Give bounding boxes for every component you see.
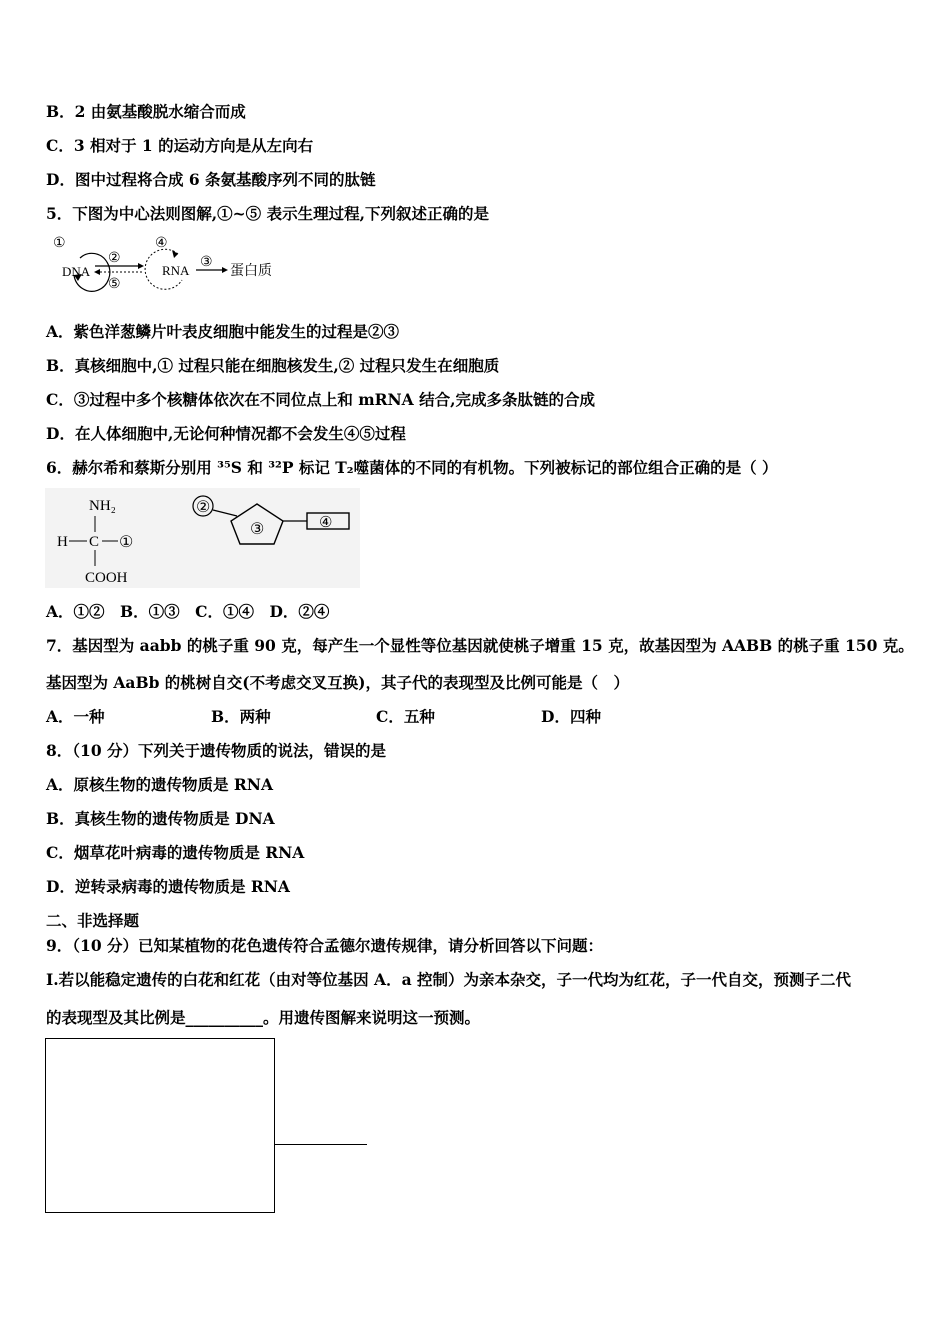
q7-option-c: C．五种 — [376, 707, 435, 726]
q9-stem: 9．（10 分）已知某植物的花色遗传符合孟德尔遗传规律，请分析回答以下问题： — [46, 936, 604, 955]
q7-stem-2: 基因型为 AaBb 的桃树自交(不考虑交叉互换)，其子代的表现型及比例可能是（ ） — [46, 673, 629, 692]
q8-option-a: A．原核生物的遗传物质是 RNA — [46, 775, 273, 794]
q9-part1-line1: I.若以能稳定遗传的白花和红花（由对等位基因 A．a 控制）为亲本杂交，子一代均为红花，子一代自交，预测子二代 — [46, 970, 852, 989]
dna-label: DNA — [62, 264, 91, 279]
q8-option-d: D．逆转录病毒的遗传物质是 RNA — [46, 877, 290, 896]
molecule-diagram — [45, 488, 360, 588]
h-atom: H — [57, 534, 68, 550]
q7-option-d: D．四种 — [541, 707, 601, 726]
label-3: ③ — [250, 521, 265, 538]
rna-label: RNA — [162, 263, 190, 278]
q5-option-b: B．真核细胞中,① 过程只能在细胞核发生,② 过程只发生在细胞质 — [46, 356, 500, 375]
answer-line — [274, 1144, 367, 1145]
process-4-label: ④ — [155, 236, 168, 251]
label-4: ④ — [319, 515, 333, 531]
q8-option-b: B．真核生物的遗传物质是 DNA — [46, 809, 275, 828]
q8-option-c: C．烟草花叶病毒的遗传物质是 RNA — [46, 843, 305, 862]
q5-option-d: D．在人体细胞中,无论何种情况都不会发生④⑤过程 — [46, 424, 406, 443]
q4-option-c: C．3 相对于 1 的运动方向是从左向右 — [46, 136, 314, 155]
q6-options: A．①② B．①③ C．①④ D．②④ — [46, 602, 330, 621]
label-2: ② — [196, 499, 211, 516]
carbon-atom: C — [89, 534, 100, 550]
process-1-label: ① — [53, 236, 66, 251]
section-heading: 二、非选择题 — [46, 911, 140, 930]
process-2-label: ② — [108, 251, 121, 266]
central-dogma-diagram — [40, 230, 290, 295]
q4-option-b: B．2 由氨基酸脱水缩合而成 — [46, 102, 246, 121]
q5-option-a: A．紫色洋葱鳞片叶表皮细胞中能发生的过程是②③ — [46, 322, 400, 341]
q9-part1-line2: 的表现型及其比例是__________。用遗传图解来说明这一预测。 — [46, 1008, 481, 1027]
q5-stem: 5．下图为中心法则图解,①~⑤ 表示生理过程,下列叙述正确的是 — [46, 204, 489, 223]
q7-option-a: A．一种 — [46, 707, 105, 726]
cooh-group: COOH — [85, 570, 128, 586]
answer-box[interactable] — [45, 1038, 275, 1213]
label-1: ① — [119, 534, 134, 551]
q8-stem: 8．（10 分）下列关于遗传物质的说法，错误的是 — [46, 741, 387, 760]
q6-stem: 6．赫尔希和蔡斯分别用 ³⁵S 和 ³²P 标记 T₂噬菌体的不同的有机物。下列被标记的部位组合正确的是（ ） — [46, 458, 778, 477]
q7-option-b: B．两种 — [211, 707, 271, 726]
q4-option-d: D．图中过程将合成 6 条氨基酸序列不同的肽链 — [46, 170, 376, 189]
process-5-label: ⑤ — [108, 277, 121, 292]
nh2-group: NH₂ — [89, 498, 116, 514]
protein-label: 蛋白质 — [230, 264, 272, 279]
process-3-label: ③ — [200, 255, 213, 270]
q7-stem-1: 7．基因型为 aabb 的桃子重 90 克，每产生一个显性等位基因就使桃子增重 15 克，故基因型为 AABB 的桃子重 150 克。 — [46, 636, 914, 655]
q5-option-c: C．③过程中多个核糖体依次在不同位点上和 mRNA 结合,完成多条肽链的合成 — [46, 390, 596, 409]
